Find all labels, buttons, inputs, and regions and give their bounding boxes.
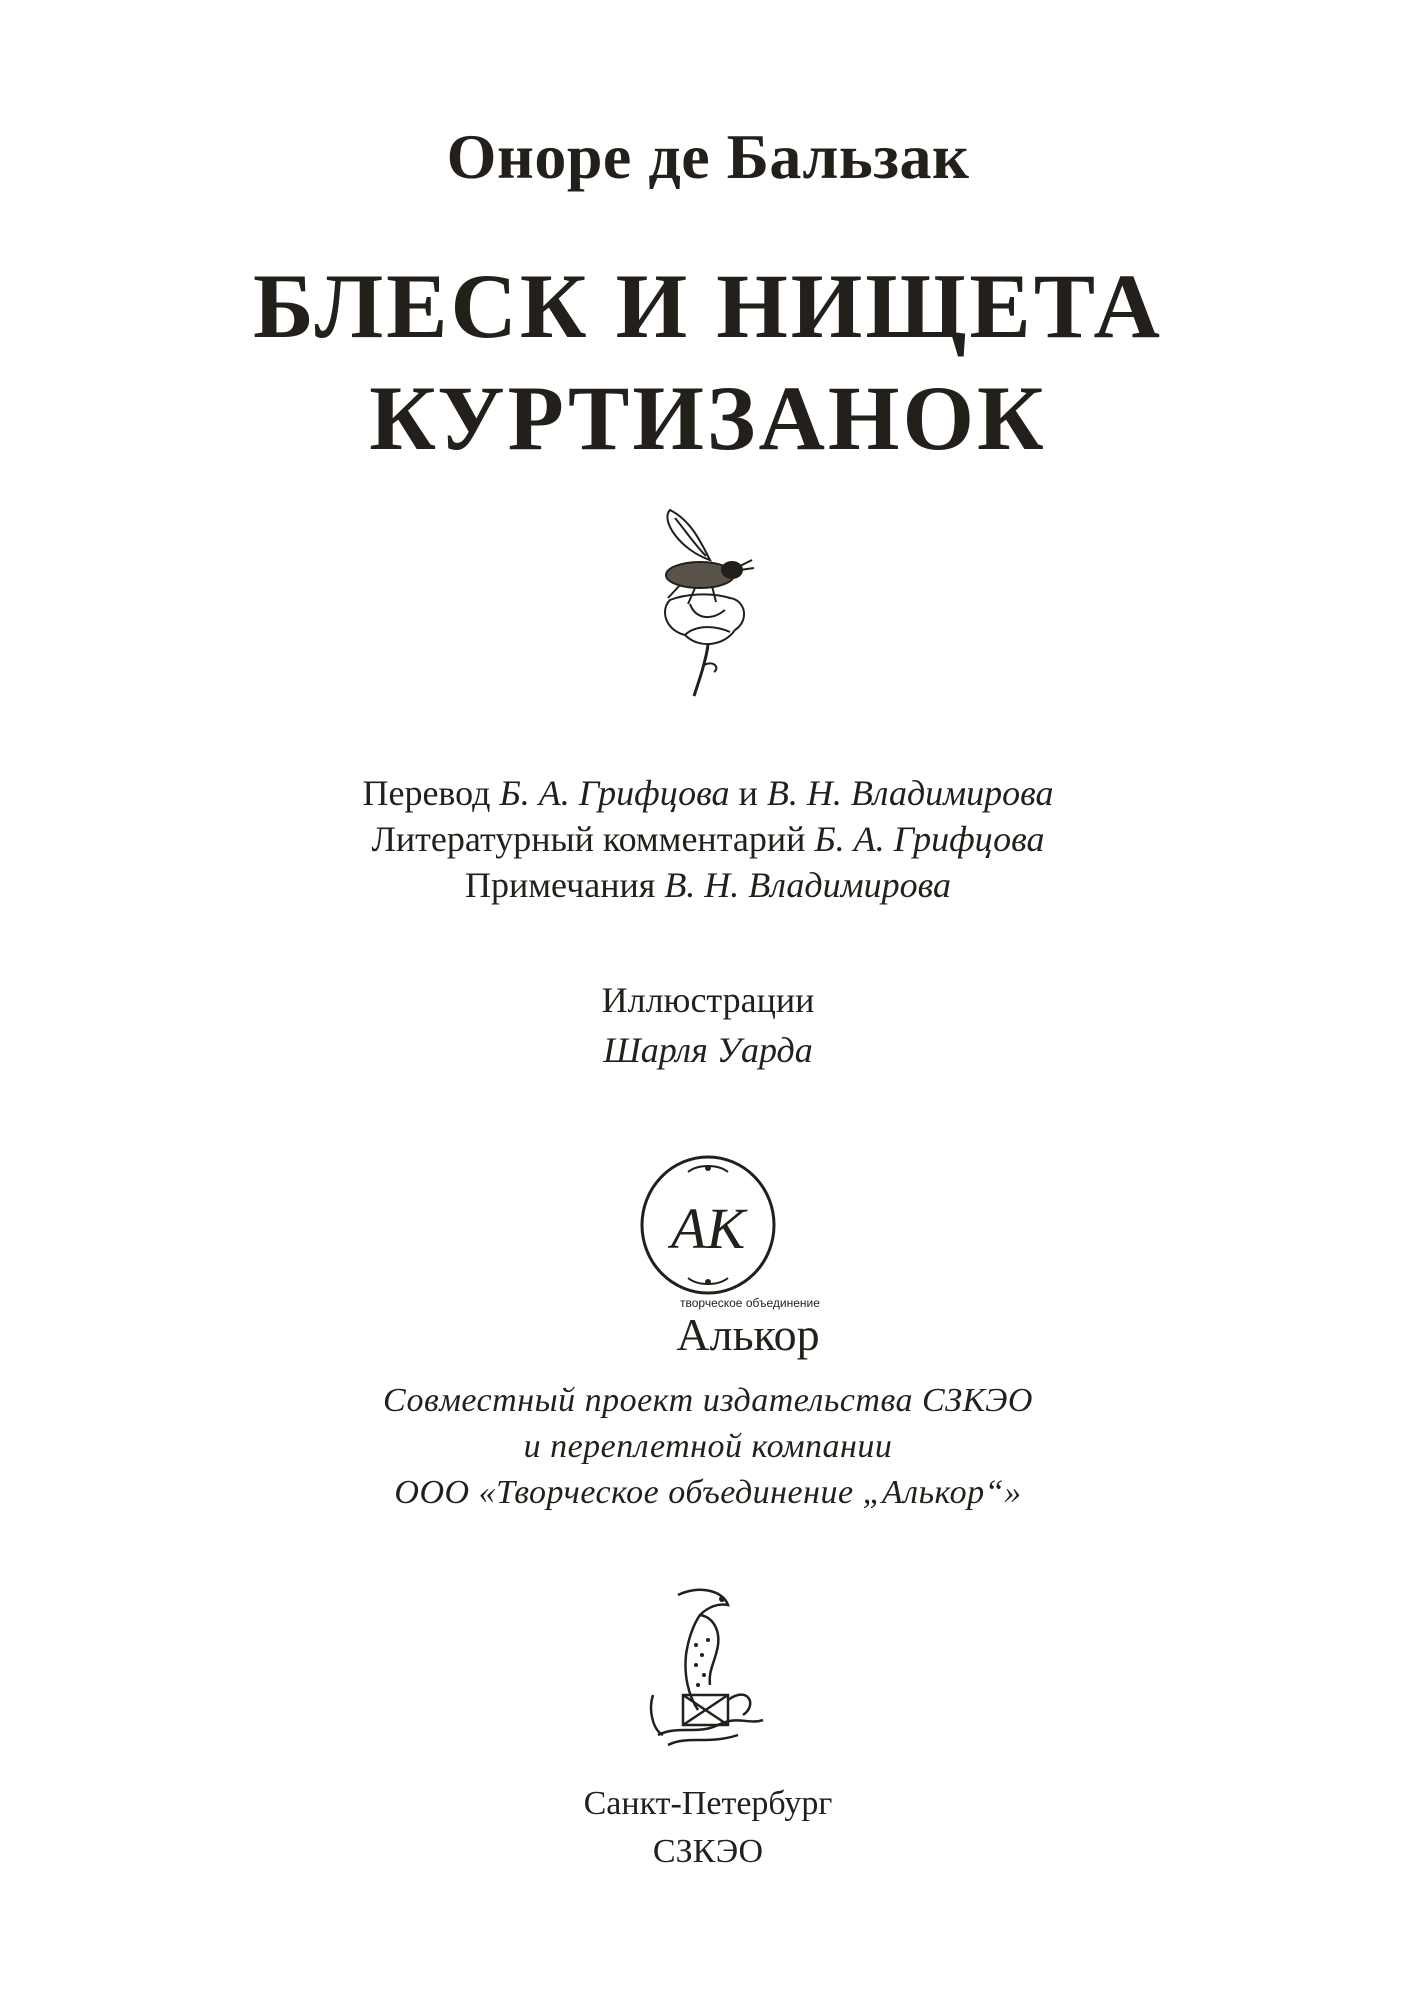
dragon-emblem <box>638 1585 778 1755</box>
publisher-tagline: творческое объединение <box>680 1296 820 1310</box>
author-name: Оноре де Бальзак <box>446 121 970 192</box>
translator-2: В. Н. Владимирова <box>766 773 1054 813</box>
alkor-logo <box>636 1150 780 1300</box>
illustrations-artist: Шарля Уарда <box>603 1030 813 1070</box>
notes-label: Примечания <box>465 865 656 905</box>
commentary-label: Литературный комментарий <box>371 819 806 859</box>
bee-on-flower-illustration <box>640 500 780 700</box>
imprint-block <box>0 1780 1416 1876</box>
joint-project-line-3: ООО «Творческое объединение „Алькор“» <box>394 1474 1022 1511</box>
conjunction: и <box>738 773 758 813</box>
illustrations-block <box>0 975 1416 1075</box>
joint-project-note <box>0 1378 1416 1516</box>
notes-author: В. Н. Владимирова <box>664 865 951 905</box>
imprint-city: Санкт-Петербург <box>583 1785 833 1822</box>
translation-line <box>0 770 1416 816</box>
commentary-line <box>0 816 1416 862</box>
commentator: Б. А. Грифцова <box>814 819 1045 859</box>
illustrations-label: Иллюстрации <box>601 980 815 1020</box>
imprint-publisher: СЗКЭО <box>652 1833 764 1870</box>
translator-1: Б. А. Грифцова <box>499 773 730 813</box>
title-line-2: КУРТИЗАНОК <box>369 367 1047 469</box>
joint-project-line-2: и переплетной компании <box>523 1428 893 1465</box>
logo-monogram: АК <box>671 1196 745 1261</box>
publisher-name: Алькор <box>676 1309 820 1360</box>
book-title <box>0 250 1416 474</box>
credits-block <box>0 770 1416 908</box>
title-line-1: БЛЕСК И НИЩЕТА <box>253 255 1163 357</box>
notes-line <box>0 862 1416 908</box>
joint-project-line-1: Совместный проект издательства СЗКЭО <box>383 1382 1033 1419</box>
translation-label: Перевод <box>362 773 491 813</box>
